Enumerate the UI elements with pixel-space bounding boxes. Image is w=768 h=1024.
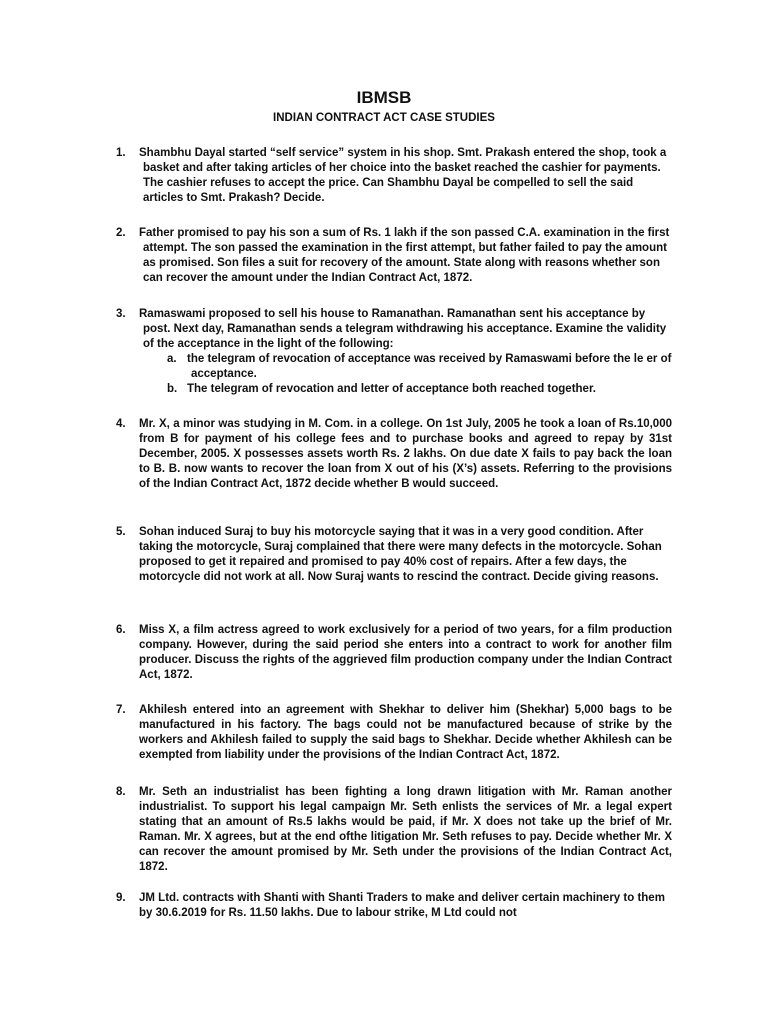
case-study-number: 7. bbox=[116, 704, 126, 716]
case-study-number: 1. bbox=[116, 147, 126, 159]
case-study-text: Shambhu Dayal started “self service” system in his shop. Smt. Prakash entered the shop, took a basket and after taking articles of her choice into the basket reached the cashier for payments. The cashier refuses to accept the price. Can Shambhu Dayal be compelled to sell the said articles to Smt. Prakash? Decide. bbox=[139, 147, 667, 204]
subitem-b bbox=[143, 382, 672, 397]
subitem-label: a. bbox=[167, 353, 177, 365]
case-study-2 bbox=[116, 226, 672, 286]
case-study-text: Mr. X, a minor was studying in M. Com. in a college. On 1st July, 2005 he took a loan of Rs.10,000 from B for payment of his college fees and to purchase books and agreed to repay by 31st December, 2005. X possesses assets worth Rs. 2 lakhs. On due date X fails to pay back the loan to B. B. now wants to recover the loan from X out of his (X’s) assets. Referring to the provisions of the Indian Contract Act, 1872 decide whether B would succeed. bbox=[139, 418, 672, 490]
case-study-number: 2. bbox=[116, 227, 126, 239]
case-study-number: 6. bbox=[116, 624, 126, 636]
case-study-6 bbox=[116, 623, 672, 683]
subitem-a bbox=[143, 352, 672, 382]
case-study-text: Akhilesh entered into an agreement with Shekhar to deliver him (Shekhar) 5,000 bags to be manufactured in his factory. The bags could not be manufactured because of strike by the workers and Akhilesh failed to supply the said bags to Shekhar. Decide whether Akhilesh can be exempted from liability under the provisions of the Indian Contract Act, 1872. bbox=[139, 704, 672, 761]
case-study-3 bbox=[116, 307, 672, 397]
case-study-text: Sohan induced Suraj to buy his motorcycle saying that it was in a very good condition. After taking the motorcycle, Suraj complained that there were many defects in the motorcycle. Sohan proposed to get it repaired and promised to pay 40% cost of repairs. After a few days, the motorcycle did not work at all. Now Suraj wants to rescind the contract. Decide giving reasons. bbox=[139, 526, 662, 583]
case-study-text: Father promised to pay his son a sum of Rs. 1 lakh if the son passed C.A. examination in the first attempt. The son passed the examination in the first attempt, but father failed to pay the amount as promised. Son files a suit for recovery of the amount. State along with reasons whether son can recover the amount under the Indian Contract Act, 1872. bbox=[139, 227, 670, 284]
case-study-text: JM Ltd. contracts with Shanti with Shanti Traders to make and deliver certain machinery to them by 30.6.2019 for Rs. 11.50 lakhs. Due to labour strike, M Ltd could not bbox=[139, 892, 665, 919]
document-title: IBMSB bbox=[356, 88, 412, 107]
case-study-subitems bbox=[143, 352, 672, 397]
case-study-text: Ramaswami proposed to sell his house to Ramanathan. Ramanathan sent his acceptance by post. Next day, Ramanathan sends a telegram withdrawing his acceptance. Examine the validity of the acceptance in the light of the following: bbox=[139, 308, 667, 350]
subitem-text: the telegram of revocation of acceptance was received by Ramaswami before the le er of acceptance. bbox=[187, 353, 672, 380]
case-study-1 bbox=[116, 146, 672, 206]
case-study-text-block bbox=[139, 307, 672, 397]
case-study-number: 8. bbox=[116, 786, 126, 798]
case-study-text: Mr. Seth an industrialist has been fighting a long drawn litigation with Mr. Raman another industrialist. To support his legal campaign Mr. Seth enlists the services of Mr. a legal expert stating that an amount of Rs.5 lakhs would be paid, if Mr. X does not take up the brief of Mr. Raman. Mr. X agrees, but at the end ofthe litigation Mr. Seth refuses to pay. Decide whether Mr. X can recover the amount promised by Mr. Seth under the provisions of the Indian Contract Act, 1872. bbox=[139, 786, 672, 873]
subitem-text: The telegram of revocation and letter of acceptance both reached together. bbox=[187, 383, 596, 395]
case-study-text: Miss X, a film actress agreed to work exclusively for a period of two years, for a film production company. However, during the said period she enters into a contract to work for another film producer. Discuss the rights of the aggrieved film production company under the Indian Contract Act, 1872. bbox=[139, 624, 672, 681]
case-study-number: 4. bbox=[116, 418, 126, 430]
case-study-5 bbox=[116, 525, 672, 585]
case-study-9 bbox=[116, 891, 672, 921]
case-study-8 bbox=[116, 785, 672, 875]
case-study-number: 5. bbox=[116, 526, 126, 538]
case-study-4 bbox=[116, 417, 672, 492]
case-study-7 bbox=[116, 703, 672, 763]
case-study-number: 9. bbox=[116, 892, 126, 904]
case-study-number: 3. bbox=[116, 308, 126, 320]
document-subtitle: INDIAN CONTRACT ACT CASE STUDIES bbox=[273, 112, 495, 124]
subitem-label: b. bbox=[167, 383, 178, 395]
